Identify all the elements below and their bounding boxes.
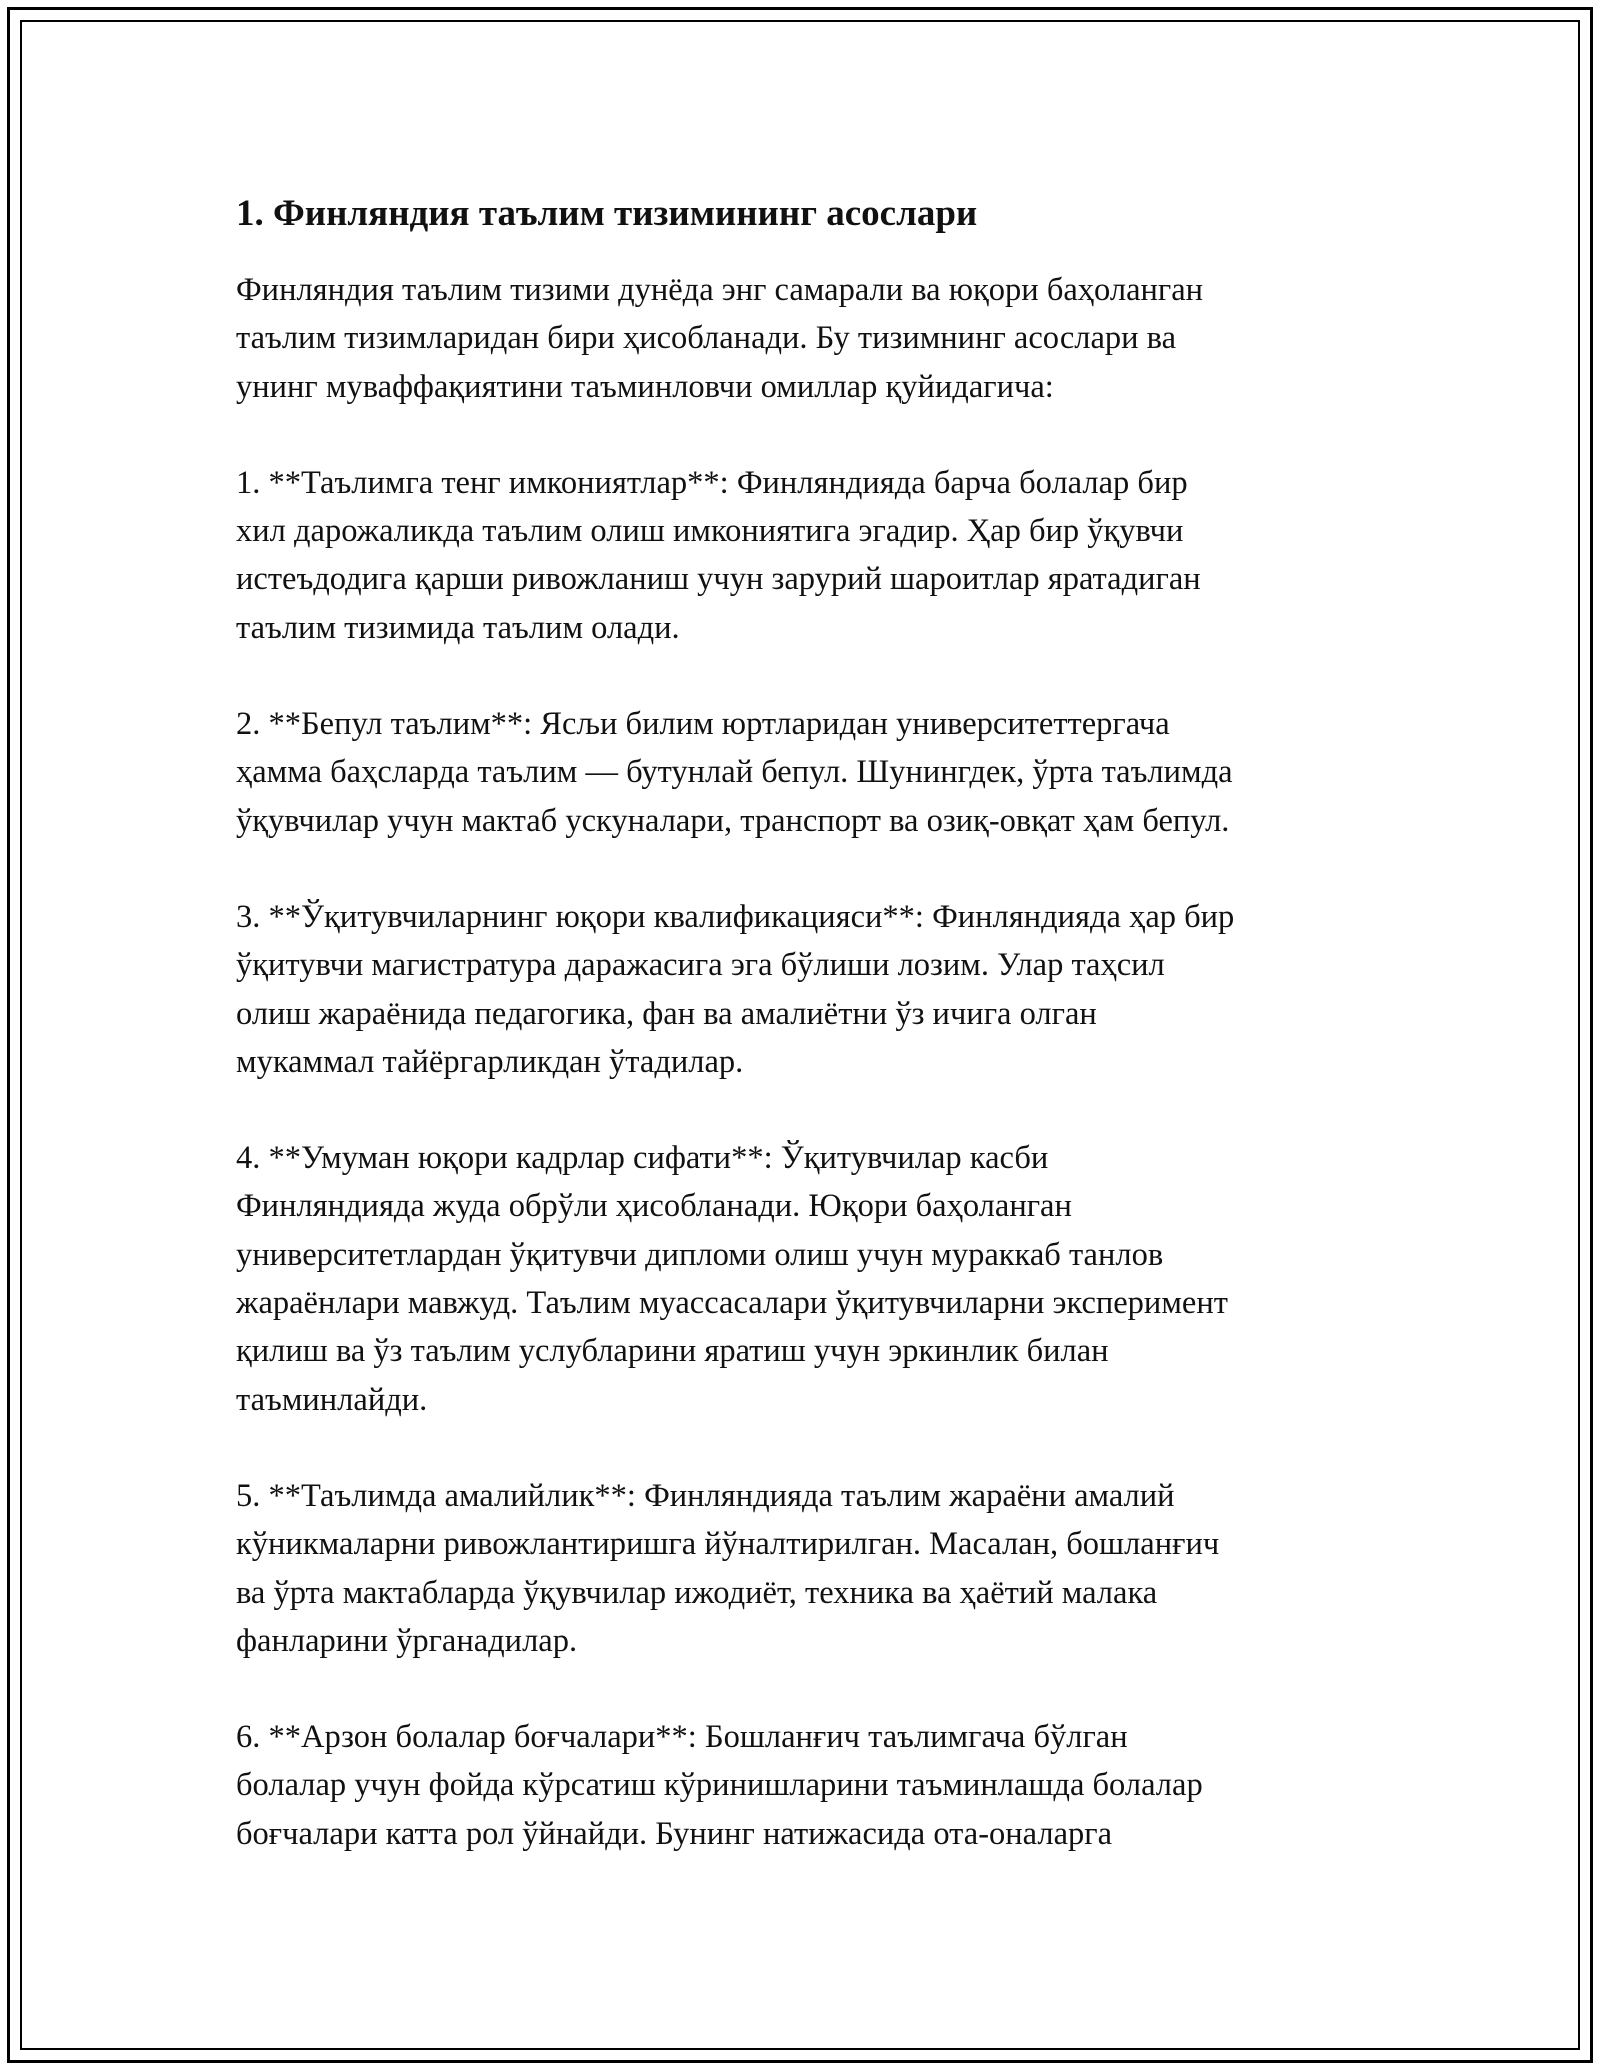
document-body <box>236 190 1376 1906</box>
intro-paragraph: Финляндия таълим тизими дунёда энг самарали ва юқори баҳоланган таълим тизимларидан бири ҳисобланади. Бу тизимнинг асослари ва унинг муваффақиятини таъминловчи омиллар қуйидагича: <box>236 272 1204 405</box>
list-item-staff-quality: 4. **Умуман юқори кадрлар сифати**: Ўқитувчилар касби Финляндияда жуда обрўли ҳисобланади. Юқори баҳоланган университетлардан ўқитувчи дипломи олиш учун мураккаб танлов жараёнлари мавжуд. Таълим муассасалари ўқитувчиларни эксперимент қилиш ва ўз таълим услубларини яратиш учун эркинлик билан таъминлайди. <box>236 1140 1228 1418</box>
list-item-practical-education: 5. **Таълимда амалийлик**: Финляндияда таълим жараёни амалий кўникмаларни ривожлантиришга йўналтирилган. Масалан, бошланғич ва ўрта мактабларда ўқувчилар ижодиёт, техника ва ҳаётий малака фанларини ўрганадилар. <box>236 1477 1220 1659</box>
list-item-equal-opportunities: 1. **Таълимга тенг имкониятлар**: Финляндияда барча болалар бир хил дарожаликда таълим олиш имкониятига эгадир. Ҳар бир ўқувчи истеъдодига қарши ривожланиш учун зарурий шароитлар яратадиган таълим тизимида таълим олади. <box>236 464 1201 646</box>
list-item-free-education: 2. **Бепул таълим**: Ясљи билим юртларидан университеттергача ҳамма баҳсларда таълим — бутунлай бепул. Шунингдек, ўрта таълимда ўқувчилар учун мактаб ускуналари, транспорт ва озиқ-овқат ҳам бепул. <box>236 706 1233 839</box>
section-heading: 1. Финляндия таълим тизимининг асослари <box>236 193 978 234</box>
list-item-kindergartens: 6. **Арзон болалар боғчалари**: Бошланғич таълимгача бўлган болалар учун фойда кўрсатиш кўринишларини таъминлашда болалар боғчалари катта рол ўйнайди. Бунинг натижасида ота-оналарга <box>236 1719 1203 1852</box>
list-item-teacher-qualification: 3. **Ўқитувчиларнинг юқори квалификацияси**: Финляндияда ҳар бир ўқитувчи магистратура даражасига эга бўлиши лозим. Улар таҳсил олиш жараёнида педагогика, фан ва амалиётни ўз ичига олган мукаммал тайёргарликдан ўтадилар. <box>236 898 1235 1080</box>
